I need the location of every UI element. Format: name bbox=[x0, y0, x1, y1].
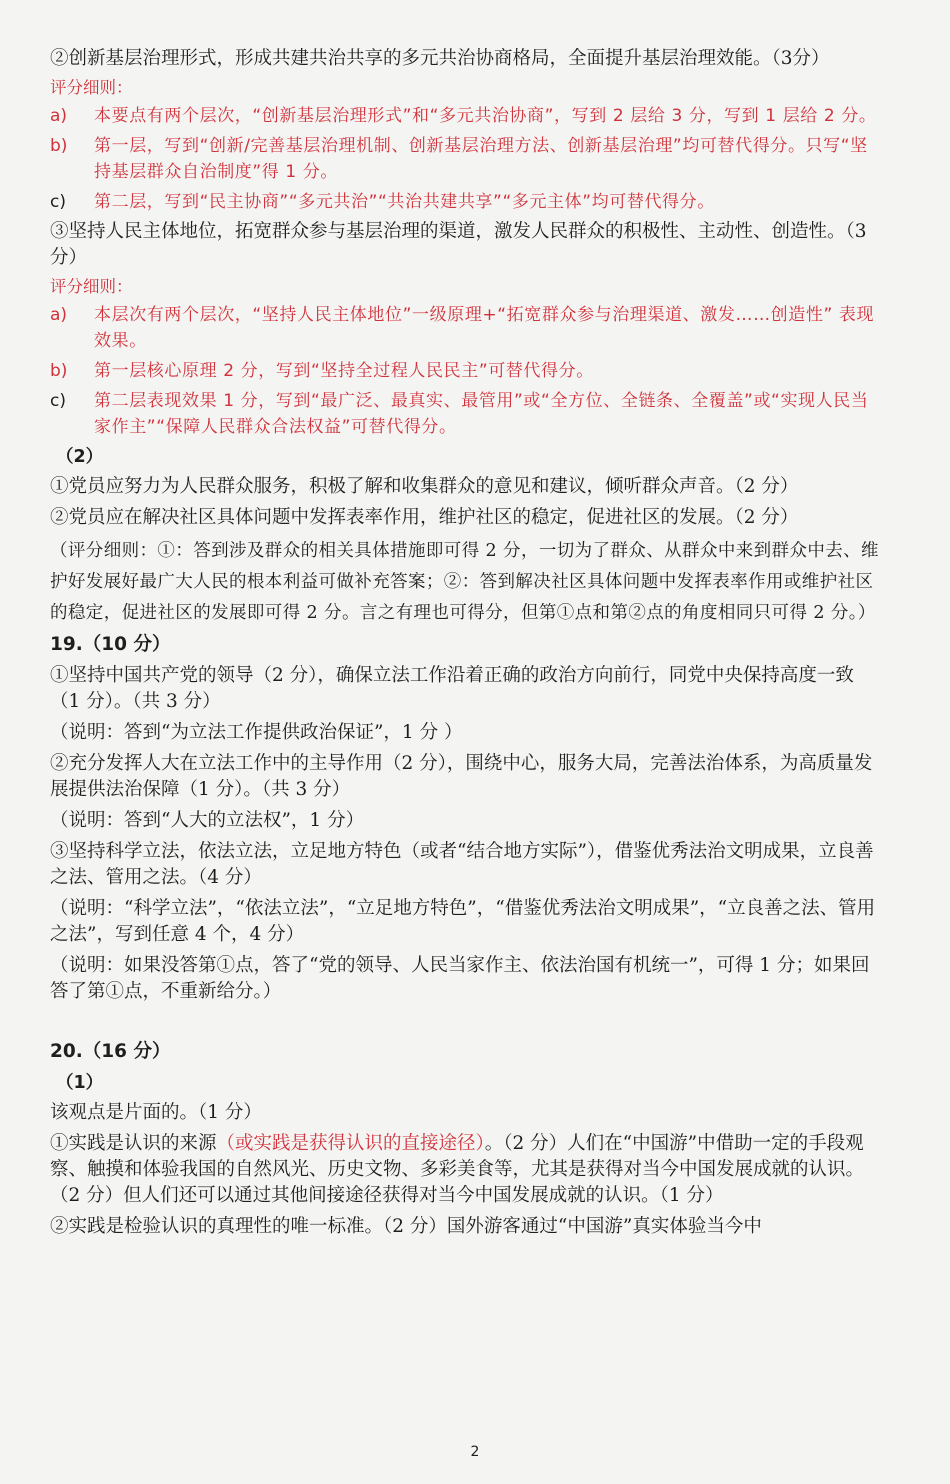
answer-point-3: ③坚持人民主体地位，拓宽群众参与基层治理的渠道，激发人民群众的积极性、主动性、创造性。（3 分） bbox=[50, 221, 867, 268]
rule-tag: c) bbox=[50, 391, 66, 411]
rule-tag: c) bbox=[50, 192, 66, 212]
sub-question-label-20: （1） bbox=[56, 1073, 104, 1093]
answer-point-2: ②创新基层治理形式，形成共建共治共享的多元共治协商格局，全面提升基层治理效能。（3分） bbox=[50, 48, 830, 69]
page-number: 2 bbox=[470, 1444, 480, 1460]
rule-text: 第二层表现效果 1 分，写到“最广泛、最真实、最管用”或“全方位、全链条、全覆盖”或“实现人民当家作主”“保障人民群众合法权益”可替代得分。 bbox=[94, 391, 869, 437]
q20-point-1-annotation: （或实践是获得认识的直接途径） bbox=[216, 1133, 485, 1154]
q20-point-1-rest: 。（2 分）人们在“中国游”中借助一定的手段观察、触摸和体验我国的自然风光、历史文物、多彩美食等，尤其是获得对当今中国发展成就的认识。（2 分）但人们还可以通过其他间接途径获得对当今中国发展成就的认识。（1 分） bbox=[50, 1133, 865, 1206]
q20-view: 该观点是片面的。（1 分） bbox=[50, 1102, 262, 1123]
rule-tag: b) bbox=[50, 361, 68, 381]
scoring-rules-heading-2: 评分细则： bbox=[50, 277, 133, 296]
q19-point-2: ②充分发挥人大在立法工作中的主导作用（2 分），围绕中心，服务大局，完善法治体系，为高质量发展提供法治保障（1 分）。（共 3 分） bbox=[50, 753, 873, 800]
scoring-rule-a bbox=[50, 103, 882, 129]
answer-point-1: ①党员应努力为人民群众服务，积极了解和收集群众的意见和建议，倾听群众声音。（2 分） bbox=[50, 476, 799, 497]
q19-note-1: （说明：答到“为立法工作提供政治保证”，1 分 ） bbox=[50, 722, 463, 743]
rule-text: 第二层，写到“民主协商”“多元共治”“共治共建共享”“多元主体”均可替代得分。 bbox=[94, 192, 715, 212]
question-19-heading: 19.（10 分） bbox=[50, 634, 171, 655]
q19-point-1: ①坚持中国共产党的领导（2 分），确保立法工作沿着正确的政治方向前行，同党中央保持高度一致（1 分）。（共 3 分） bbox=[50, 665, 854, 712]
q20-point-2: ②实践是检验认识的真理性的唯一标准。（2 分）国外游客通过“中国游”真实体验当今中 bbox=[50, 1216, 762, 1237]
q19-note-3: （说明：“科学立法”，“依法立法”，“立足地方特色”，“借鉴优秀法治文明成果”，“立良善之法、管用之法”，写到任意 4 个，4 分） bbox=[50, 898, 876, 945]
rule-tag: a) bbox=[50, 305, 68, 325]
q19-point-3: ③坚持科学立法，依法立法，立足地方特色（或者“结合地方实际”），借鉴优秀法治文明成果，立良善之法、管用之法。（4 分） bbox=[50, 841, 874, 888]
rule-text: 第一层核心原理 2 分，写到“坚持全过程人民民主”可替代得分。 bbox=[94, 361, 594, 381]
section-gap bbox=[50, 1010, 882, 1036]
sub-question-label: （2） bbox=[56, 447, 104, 467]
answer-point-2b: ②党员应在解决社区具体问题中发挥表率作用，维护社区的稳定，促进社区的发展。（2 分） bbox=[50, 507, 799, 528]
rule-text: 本层次有两个层次，“坚持人民主体地位”一级原理+“拓宽群众参与治理渠道、激发……创造性” 表现效果。 bbox=[94, 305, 875, 351]
scoring-rule-b bbox=[50, 133, 882, 185]
question-20-heading: 20.（16 分） bbox=[50, 1041, 171, 1062]
scoring-rules-heading: 评分细则： bbox=[50, 78, 133, 97]
q19-note-4: （说明：如果没答第①点，答了“党的领导、人民当家作主、依法治国有机统一”，可得 1 分；如果回答了第①点，不重新给分。） bbox=[50, 955, 870, 1002]
q20-point-1-start: ①实践是认识的来源 bbox=[50, 1133, 217, 1154]
rule-tag: a) bbox=[50, 106, 68, 126]
scoring-note: （评分细则：①：答到涉及群众的相关具体措施即可得 2 分，一切为了群众、从群众中来到群众中去、维护好发展好最广大人民的根本利益可做补充答案；②：答到解决社区具体问题中发挥表率作用或维护社区的稳定，促进社区的发展即可得 2 分。言之有理也可得分，但第①点和第②点的角度相同只可得 2 分。） bbox=[50, 541, 879, 623]
scoring-rule-2c bbox=[50, 388, 882, 440]
scoring-rule-2b bbox=[50, 358, 882, 384]
scoring-rule-2a bbox=[50, 302, 882, 354]
rule-tag: b) bbox=[50, 136, 68, 156]
scoring-rule-c bbox=[50, 189, 882, 215]
q19-note-2: （说明：答到“人大的立法权”，1 分） bbox=[50, 810, 365, 831]
q20-point-1 bbox=[50, 1131, 882, 1209]
rule-text: 本要点有两个层次，“创新基层治理形式”和“多元共治协商”，写到 2 层给 3 分，写到 1 层给 2 分。 bbox=[94, 106, 877, 126]
rule-text: 第一层，写到“创新/完善基层治理机制、创新基层治理方法、创新基层治理”均可替代得分。只写“坚持基层群众自治制度”得 1 分。 bbox=[94, 136, 868, 182]
